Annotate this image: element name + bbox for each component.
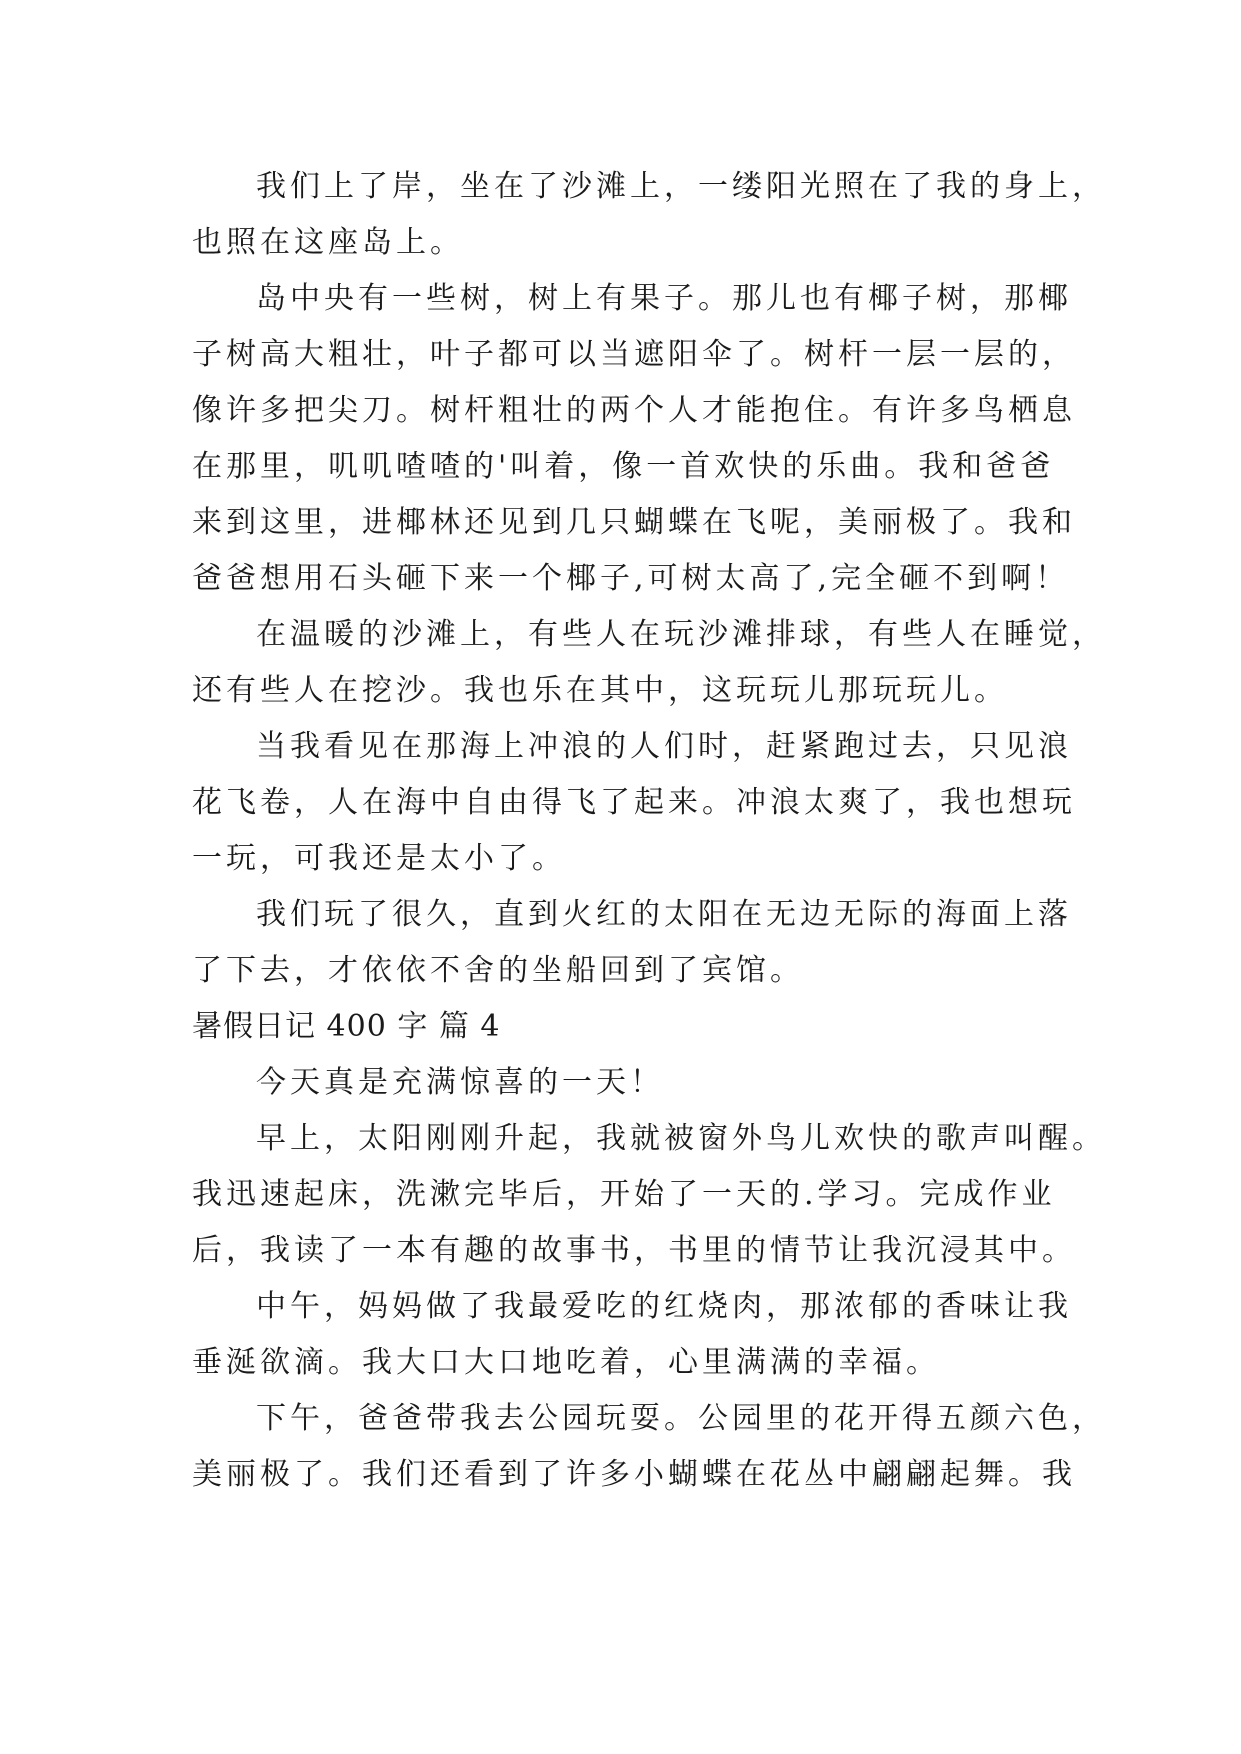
text-line: 美丽极了。我们还看到了许多小蝴蝶在花丛中翩翩起舞。我	[192, 1457, 1076, 1492]
text-line: 来到这里，进椰林还见到几只蝴蝶在飞呢，美丽极了。我和	[192, 505, 1076, 540]
text-line: 一玩，可我还是太小了。	[192, 841, 566, 876]
text-line: 后，我读了一本有趣的故事书，书里的情节让我沉浸其中。	[192, 1233, 1076, 1268]
text-line: 当我看见在那海上冲浪的人们时，赶紧跑过去，只见浪	[256, 729, 1072, 764]
text-line: 在温暖的沙滩上，有些人在玩沙滩排球，有些人在睡觉，	[256, 617, 1106, 652]
text-line: 今天真是充满惊喜的一天！	[256, 1065, 664, 1100]
text-line: 中午，妈妈做了我最爱吃的红烧肉，那浓郁的香味让我	[256, 1289, 1072, 1324]
text-line: 垂涎欲滴。我大口大口地吃着，心里满满的幸福。	[192, 1345, 940, 1380]
text-line: 也照在这座岛上。	[192, 225, 464, 260]
text-line: 还有些人在挖沙。我也乐在其中，这玩玩儿那玩玩儿。	[192, 673, 1008, 708]
text-line: 了下去，才依依不舍的坐船回到了宾馆。	[192, 953, 804, 988]
text-line: 在那里，叽叽喳喳的'叫着，像一首欢快的乐曲。我和爸爸	[192, 449, 1055, 484]
text-line: 花飞卷，人在海中自由得飞了起来。冲浪太爽了，我也想玩	[192, 785, 1076, 820]
document-body	[192, 159, 1106, 1503]
text-line: 我们上了岸，坐在了沙滩上，一缕阳光照在了我的身上，	[256, 169, 1106, 204]
text-line: 我迅速起床，洗漱完毕后，开始了一天的.学习。完成作业	[192, 1177, 1056, 1212]
section-heading: 暑假日记 400 字 篇 4	[192, 1009, 501, 1044]
text-line: 下午，爸爸带我去公园玩耍。公园里的花开得五颜六色，	[256, 1401, 1106, 1436]
text-line: 子树高大粗壮，叶子都可以当遮阳伞了。树杆一层一层的，	[192, 337, 1076, 372]
text-line: 像许多把尖刀。树杆粗壮的两个人才能抱住。有许多鸟栖息	[192, 393, 1076, 428]
text-line: 爸爸想用石头砸下来一个椰子,可树太高了,完全砸不到啊！	[192, 561, 1070, 596]
text-line: 我们玩了很久，直到火红的太阳在无边无际的海面上落	[256, 897, 1072, 932]
text-line: 早上，太阳刚刚升起，我就被窗外鸟儿欢快的歌声叫醒。	[256, 1121, 1106, 1156]
text-line: 岛中央有一些树，树上有果子。那儿也有椰子树，那椰	[256, 281, 1072, 316]
